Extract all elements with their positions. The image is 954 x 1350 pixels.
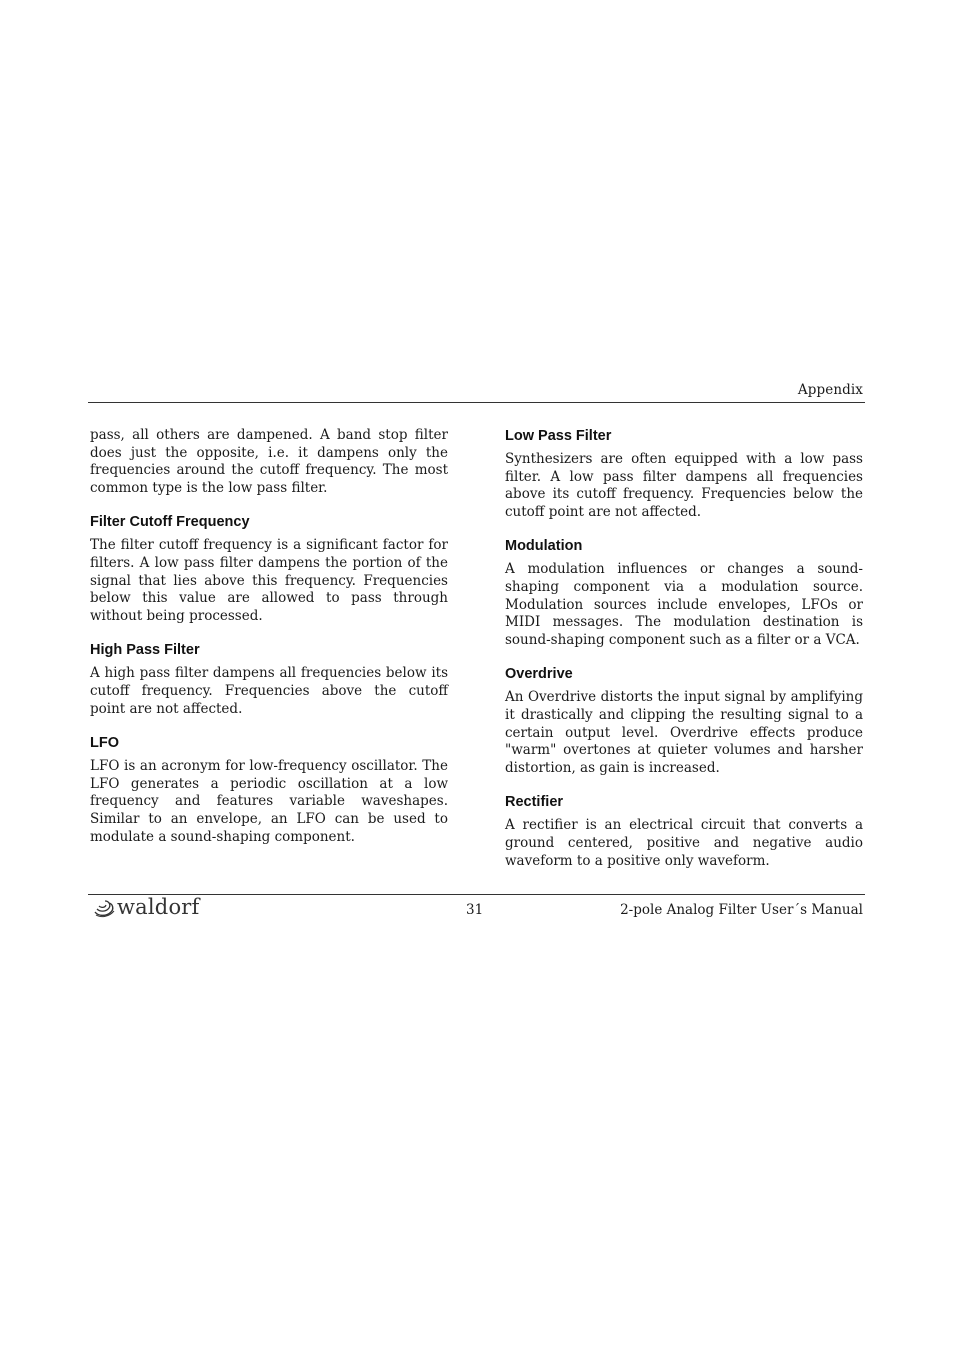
footer-rule <box>88 894 865 895</box>
section-overdrive <box>505 665 863 777</box>
intro-paragraph: pass, all others are dampened. A band stop filter does just the opposite, i.e. it dampens only the frequencies around the cutoff frequency. The most common type is the low pass filter. <box>90 427 448 496</box>
right-column <box>505 427 863 886</box>
section-body: A modulation influences or changes a sound-shaping component via a modulation source. Modulation sources include envelopes, LFOs or MIDI messages. The modulation destination is sound-shaping component such as a filter or a VCA. <box>505 561 863 648</box>
section-modulation <box>505 537 863 649</box>
section-filter-cutoff-frequency <box>90 513 448 625</box>
waldorf-swirl-icon <box>92 896 116 918</box>
section-body: LFO is an acronym for low-frequency oscillator. The LFO generates a periodic oscillation at a low frequency and features variable waveshapes. Similar to an envelope, an LFO can be used to modulate a sound-shaping component. <box>90 758 448 845</box>
page-number: 31 <box>466 902 484 918</box>
section-rectifier <box>505 793 863 870</box>
section-body: The filter cutoff frequency is a significant factor for filters. A low pass filter dampens the portion of the signal that lies above this frequency. Frequencies below this value are allowed to pass through without being processed. <box>90 537 448 624</box>
section-body: Synthesizers are often equipped with a low pass filter. A low pass filter dampens all frequencies above its cutoff frequency. Frequencies below the cutoff point are not affected. <box>505 451 863 520</box>
section-body: A high pass filter dampens all frequencies below its cutoff frequency. Frequencies above the cutoff point are not affected. <box>90 665 448 717</box>
section-heading: High Pass Filter <box>90 642 200 659</box>
section-heading: Modulation <box>505 538 583 555</box>
section-header: Appendix <box>797 382 863 398</box>
section-body: A rectifier is an electrical circuit that converts a ground centered, positive and negative audio waveform to a positive only waveform. <box>505 817 863 869</box>
left-column <box>90 427 448 862</box>
section-low-pass-filter <box>505 427 863 521</box>
section-lfo <box>90 734 448 846</box>
header-rule <box>88 402 865 403</box>
waldorf-logo <box>92 894 200 920</box>
section-heading: Overdrive <box>505 666 573 683</box>
section-heading: LFO <box>90 735 119 752</box>
section-body: An Overdrive distorts the input signal by amplifying it drastically and clipping the resulting signal to a certain output level. Overdrive effects produce "warm" overtones at quieter volumes and harsher distortion, as gain is increased. <box>505 689 863 776</box>
section-high-pass-filter <box>90 641 448 718</box>
manual-title: 2-pole Analog Filter User´s Manual <box>620 902 863 918</box>
section-heading: Filter Cutoff Frequency <box>90 514 250 531</box>
section-heading: Rectifier <box>505 794 564 811</box>
section-heading: Low Pass Filter <box>505 428 612 444</box>
logo-text: waldorf <box>117 895 200 919</box>
